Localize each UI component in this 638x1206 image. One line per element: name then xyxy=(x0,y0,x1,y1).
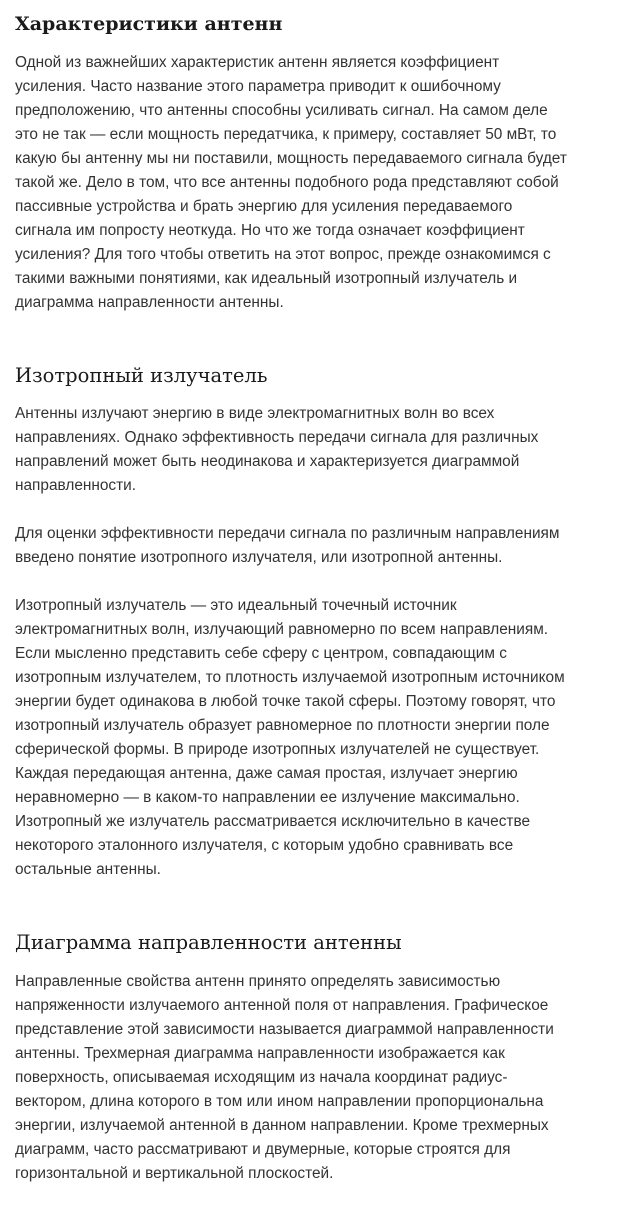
text-line: изотропным излучателем, то плотность излучаемой изотропным источником xyxy=(15,669,565,686)
text-line: сигнала им попросту неоткуда. Но что же тогда означает коэффициент xyxy=(15,222,525,239)
text-line: вектором, длина которого в том или ином направлении пропорциональна xyxy=(15,1093,544,1110)
section-title-antenna-characteristics: Характеристики антенн xyxy=(15,13,283,35)
text-line: энергии будет одинакова в любой точке такой сферы. Поэтому говорят, что xyxy=(15,693,556,710)
text-line: это не так — если мощность передатчика, к примеру, составляет 50 мВт, то xyxy=(15,126,557,143)
text-line: остальные антенны. xyxy=(15,861,161,878)
text-line: Одной из важнейших характеристик антенн является коэффициент xyxy=(15,54,500,71)
text-line: Изотропный излучатель — это идеальный точечный источник xyxy=(15,597,457,614)
text-line: такой же. Дело в том, что все антенны подобного рода представляют собой xyxy=(15,174,559,191)
text-line: Каждая передающая антенна, даже самая простая, излучает энергию xyxy=(15,765,518,782)
text-line: энергии, излучаемой антенной в данном направлении. Кроме трехмерных xyxy=(15,1117,549,1134)
paragraph-radiation-directions xyxy=(15,402,538,498)
text-line: усиления. Часто название этого параметра приводит к ошибочному xyxy=(15,78,501,95)
text-line: изотропный излучатель образует равномерное по плотности энергии поле xyxy=(15,717,550,734)
text-line: направлениях. Однако эффективность передачи сигнала для различных xyxy=(15,429,539,446)
text-line: такими важными понятиями, как идеальный изотропный излучатель и xyxy=(15,270,518,287)
text-line: Антенны излучают энергию в виде электромагнитных волн во всех xyxy=(15,405,495,422)
text-line: горизонтальной и вертикальной плоскостей. xyxy=(15,1165,334,1182)
paragraph-isotropic-definition xyxy=(15,594,565,882)
paragraph-radiation-pattern xyxy=(15,970,554,1186)
text-line: Если мысленно представить себе сферу с центром, совпадающим с xyxy=(15,645,507,662)
text-line: напряженности излучаемого антенной поля от направления. Графическое xyxy=(15,997,549,1014)
section-title-isotropic-radiator: Изотропный излучатель xyxy=(15,364,268,387)
text-line: направленности. xyxy=(15,477,137,494)
text-line: Для оценки эффективности передачи сигнала по различным направлениям xyxy=(15,525,560,542)
text-line: неравномерно — в каком-то направлении ее излучение максимально. xyxy=(15,789,520,806)
section-title-radiation-pattern: Диаграмма направленности антенны xyxy=(15,931,402,954)
text-line: предположению, что антенны способны усиливать сигнал. На самом деле xyxy=(15,102,548,119)
text-line: какую бы антенну мы ни поставили, мощность передаваемого сигнала будет xyxy=(15,150,567,167)
text-line: диаграмма направленности антенны. xyxy=(15,294,284,311)
paragraph-gain xyxy=(15,51,567,315)
text-line: пассивные устройства и брать энергию для усиления передаваемого xyxy=(15,198,513,215)
text-line: Направленные свойства антенн принято определять зависимостью xyxy=(15,973,501,990)
text-line: усиления? Для того чтобы ответить на этот вопрос, прежде ознакомимся с xyxy=(15,246,551,263)
text-line: введено понятие изотропного излучателя, или изотропной антенны. xyxy=(15,549,503,566)
text-line: сферической формы. В природе изотропных излучателей не существует. xyxy=(15,741,540,758)
text-line: некоторого эталонного излучателя, с которым удобно сравнивать все xyxy=(15,837,514,854)
paragraph-isotropic-concept xyxy=(15,522,559,570)
text-line: направлений может быть неодинакова и характеризуется диаграммой xyxy=(15,453,520,470)
text-line: антенны. Трехмерная диаграмма направленности изображается как xyxy=(15,1045,505,1062)
text-line: диаграмм, часто рассматривают и двумерные, которые строятся для xyxy=(15,1141,511,1158)
text-line: поверхность, описываемая исходящим из начала координат радиус- xyxy=(15,1069,508,1086)
text-line: электромагнитных волн, излучающий равномерно по всем направлениям. xyxy=(15,621,549,638)
text-line: представление этой зависимости называется диаграммой направленности xyxy=(15,1021,554,1038)
text-line: Изотропный же излучатель рассматривается исключительно в качестве xyxy=(15,813,531,830)
